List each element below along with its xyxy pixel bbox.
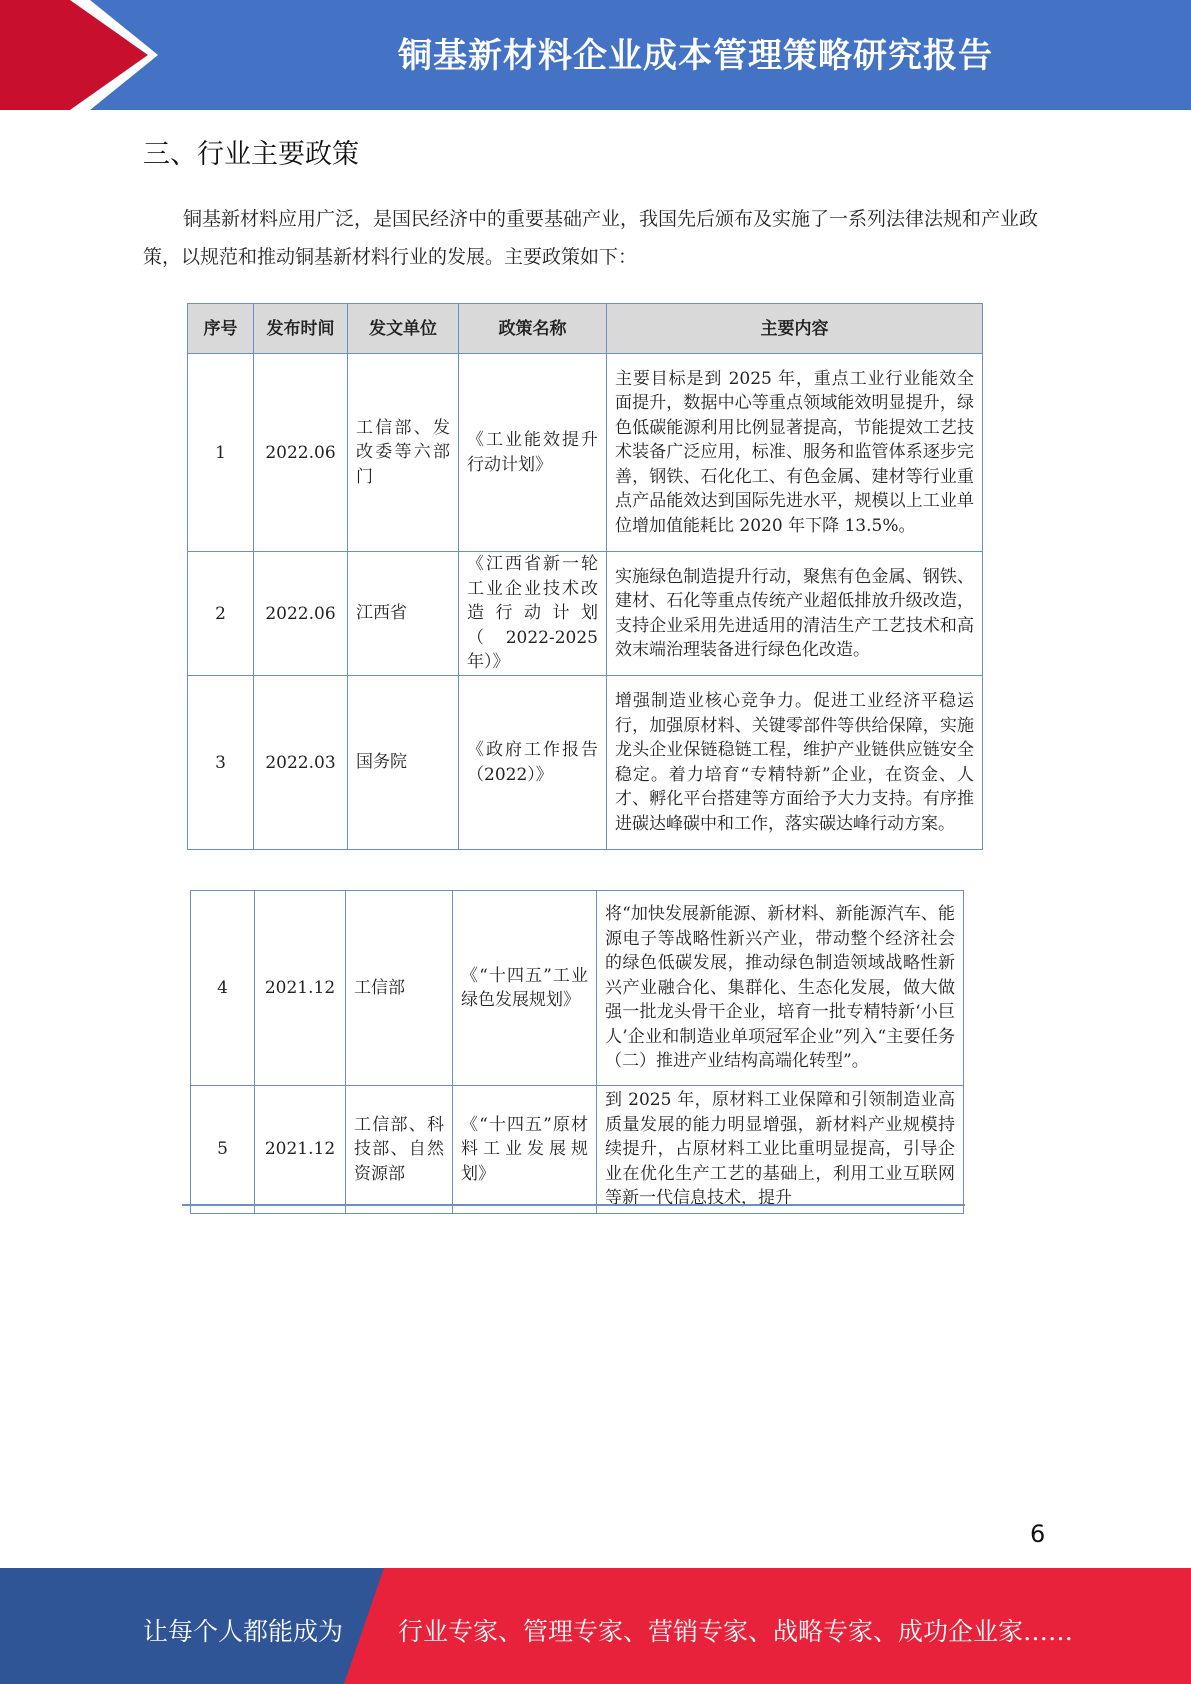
header-name: 政策名称 bbox=[459, 304, 607, 354]
page-number: 6 bbox=[1030, 1520, 1046, 1548]
row-no: 3 bbox=[188, 676, 254, 850]
row-unit: 工信部、发改委等六部门 bbox=[348, 354, 459, 552]
section-title: 三、行业主要政策 bbox=[143, 139, 359, 170]
row-content: 增强制造业核心竞争力。促进工业经济平稳运行，加强原材料、关键零部件等供给保障，实施龙头企业保链稳链工程，维护产业链供应链安全稳定。着力培育“专精特新”企业，在资金、人才、孵化平台搭建等方面给予大力支持。有序推进碳达峰碳中和工作，落实碳达峰行动方案。 bbox=[607, 676, 983, 850]
row-unit: 国务院 bbox=[348, 676, 459, 850]
row-policy-name: 《工业能效提升行动计划》 bbox=[459, 354, 607, 552]
row-no: 2 bbox=[188, 552, 254, 676]
page-header bbox=[0, 0, 1191, 110]
row-date: 2021.12 bbox=[255, 891, 346, 1086]
row-content: 实施绿色制造提升行动，聚焦有色金属、钢铁、建材、石化等重点传统产业超低排放升级改造，支持企业采用先进适用的清洁生产工艺技术和高效末端治理装备进行绿色化改造。 bbox=[607, 552, 983, 676]
row-policy-name: 《江西省新一轮工业企业技术改造行动计划（2022-2025年）》 bbox=[459, 552, 607, 676]
table-bottom-rule bbox=[182, 1204, 965, 1206]
header-unit: 发文单位 bbox=[348, 304, 459, 354]
table-row bbox=[191, 891, 964, 1086]
row-policy-name: 《政府工作报告（2022）》 bbox=[459, 676, 607, 850]
row-date: 2022.06 bbox=[254, 354, 348, 552]
header-content: 主要内容 bbox=[607, 304, 983, 354]
row-content: 将“加快发展新能源、新材料、新能源汽车、能源电子等战略性新兴产业，带动整个经济社会的绿色低碳发展，推动绿色制造领域战略性新兴产业融合化、集群化、生态化发展，做大做强一批龙头骨干企业，培育一批专精特新‘小巨人’企业和制造业单项冠军企业”列入“主要任务（二）推进产业结构高端化转型”。 bbox=[597, 891, 964, 1086]
row-content: 到 2025 年，原材料工业保障和引领制造业高质量发展的能力明显增强，新材料产业规模持续提升，占原材料工业比重明显提高，引导企业在优化生产工艺的基础上，利用工业互联网等新一代信息技术，提升 bbox=[597, 1086, 964, 1214]
row-date: 2022.06 bbox=[254, 552, 348, 676]
table-row bbox=[188, 354, 983, 552]
row-policy-name: 《“十四五”工业绿色发展规划》 bbox=[453, 891, 597, 1086]
row-no: 1 bbox=[188, 354, 254, 552]
row-unit: 工信部 bbox=[346, 891, 453, 1086]
header-no: 序号 bbox=[188, 304, 254, 354]
policy-table bbox=[187, 303, 983, 850]
header-date: 发布时间 bbox=[254, 304, 348, 354]
row-unit: 工信部、科技部、自然资源部 bbox=[346, 1086, 453, 1214]
row-no: 5 bbox=[191, 1086, 255, 1214]
table-header-row bbox=[188, 304, 983, 354]
table-row bbox=[188, 676, 983, 850]
row-unit: 江西省 bbox=[348, 552, 459, 676]
header-arrow-decoration bbox=[0, 0, 160, 110]
row-date: 2021.12 bbox=[255, 1086, 346, 1214]
table-row bbox=[188, 552, 983, 676]
row-policy-name: 《“十四五”原材料工业发展规划》 bbox=[453, 1086, 597, 1214]
footer-slogan-right: 行业专家、管理专家、营销专家、战略专家、成功企业家…… bbox=[398, 1617, 1074, 1646]
row-content: 主要目标是到 2025 年，重点工业行业能效全面提升，数据中心等重点领域能效明显提升，绿色低碳能源利用比例显著提高，节能提效工艺技术装备广泛应用，标准、服务和监管体系逐步完善，钢铁、石化化工、有色金属、建材等行业重点产品能效达到国际先进水平，规模以上工业单位增加值能耗比 2020 年下降 13.5%。 bbox=[607, 354, 983, 552]
footer-slogan-left: 让每个人都能成为 bbox=[143, 1617, 344, 1646]
report-title: 铜基新材料企业成本管理策略研究报告 bbox=[398, 36, 993, 76]
policy-table-continued bbox=[190, 890, 964, 1214]
row-no: 4 bbox=[191, 891, 255, 1086]
row-date: 2022.03 bbox=[254, 676, 348, 850]
intro-paragraph: 铜基新材料应用广泛，是国民经济中的重要基础产业，我国先后颁布及实施了一系列法律法规和产业政策，以规范和推动铜基新材料行业的发展。主要政策如下： bbox=[143, 208, 1039, 268]
table-row bbox=[191, 1086, 964, 1214]
